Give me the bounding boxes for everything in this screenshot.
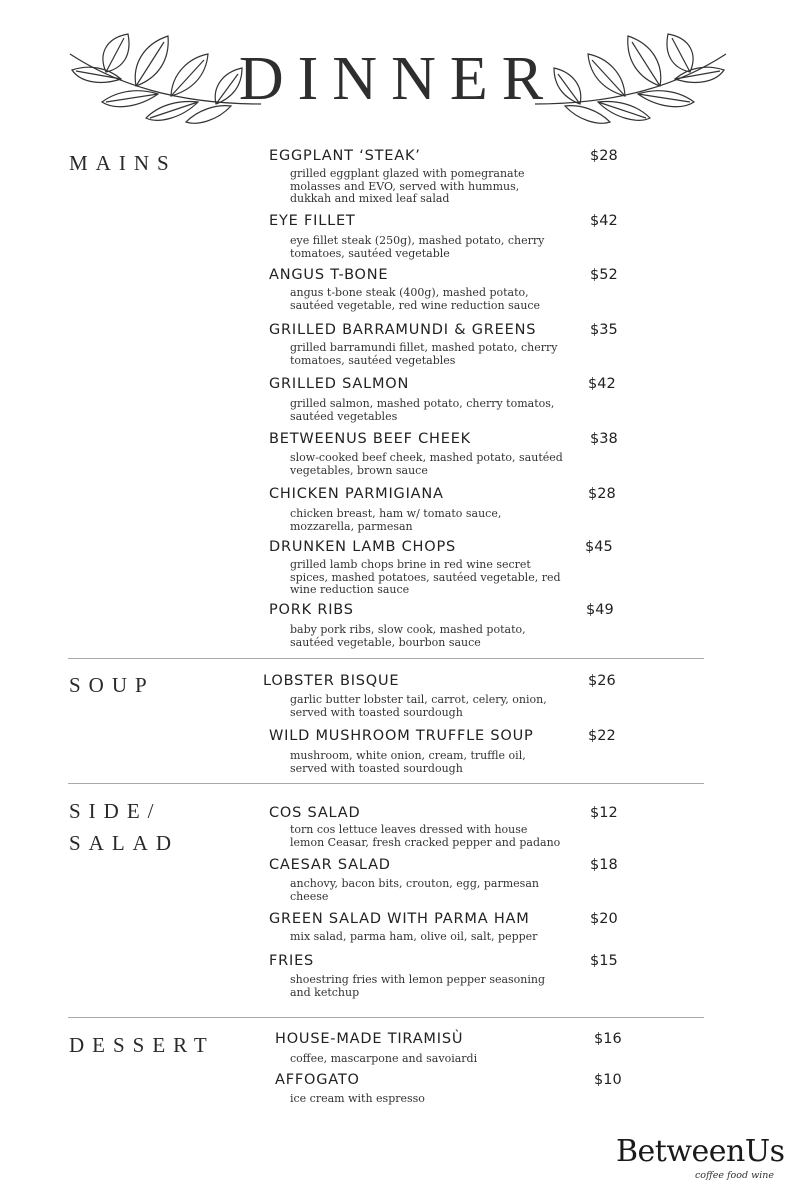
- item-description: slow-cooked beef cheek, mashed potato, sautéed vegetables, brown sauce: [290, 451, 563, 477]
- item-name: COS SALAD: [269, 805, 361, 821]
- item-price: $52: [590, 267, 618, 283]
- item-price: $12: [590, 805, 618, 821]
- item-price: $22: [588, 728, 616, 744]
- section-label-salad: SALAD: [69, 831, 180, 855]
- item-description: eye fillet steak (250g), mashed potato, cherry tomatoes, sautéed vegetable: [290, 234, 545, 260]
- item-description: mushroom, white onion, cream, truffle oil, served with toasted sourdough: [290, 749, 526, 775]
- item-price: $45: [585, 539, 613, 555]
- section-divider: [68, 658, 704, 659]
- item-price: $20: [590, 911, 618, 927]
- section-divider: [68, 1017, 704, 1018]
- section-label-dessert: DESSERT: [69, 1033, 215, 1057]
- item-price: $28: [590, 148, 618, 164]
- section-label-mains: MAINS: [69, 151, 177, 175]
- item-name: GRILLED SALMON: [269, 376, 410, 392]
- item-description: grilled salmon, mashed potato, cherry tomatos, sautéed vegetables: [290, 397, 555, 423]
- item-name: DRUNKEN LAMB CHOPS: [269, 539, 457, 555]
- item-description: baby pork ribs, slow cook, mashed potato, sautéed vegetable, bourbon sauce: [290, 623, 526, 649]
- item-name: CHICKEN PARMIGIANA: [269, 486, 444, 502]
- item-name: PORK RIBS: [269, 602, 354, 618]
- item-price: $35: [590, 322, 618, 338]
- item-price: $42: [590, 213, 618, 229]
- item-name: EGGPLANT ‘STEAK’: [269, 148, 421, 164]
- item-name: HOUSE-MADE TIRAMISÙ: [275, 1031, 464, 1047]
- item-description: garlic butter lobster tail, carrot, celery, onion, served with toasted sourdough: [290, 693, 547, 719]
- item-price: $16: [594, 1031, 622, 1047]
- item-price: $28: [588, 486, 616, 502]
- item-name: LOBSTER BISQUE: [263, 673, 400, 689]
- item-name: ANGUS T-BONE: [269, 267, 389, 283]
- brand-name: BetweenUs: [616, 1134, 785, 1169]
- item-name: AFFOGATO: [275, 1072, 360, 1088]
- item-price: $10: [594, 1072, 622, 1088]
- section-label-soup: SOUP: [69, 673, 155, 697]
- item-name: GRILLED BARRAMUNDI & GREENS: [269, 322, 537, 338]
- item-price: $49: [586, 602, 614, 618]
- item-price: $15: [590, 953, 618, 969]
- menu-title: DINNER: [238, 45, 558, 113]
- item-description: grilled barramundi fillet, mashed potato, cherry tomatoes, sautéed vegetables: [290, 341, 558, 367]
- item-name: EYE FILLET: [269, 213, 356, 229]
- item-description: mix salad, parma ham, olive oil, salt, pepper: [290, 930, 538, 943]
- item-price: $18: [590, 857, 618, 873]
- item-name: BETWEENUS BEEF CHEEK: [269, 431, 471, 447]
- item-description: shoestring fries with lemon pepper seasoning and ketchup: [290, 973, 546, 999]
- item-price: $26: [588, 673, 616, 689]
- item-name: CAESAR SALAD: [269, 857, 391, 873]
- section-label-side: SIDE/: [69, 799, 162, 823]
- item-description: angus t-bone steak (400g), mashed potato, sautéed vegetable, red wine reduction sauce: [290, 286, 541, 312]
- item-name: FRIES: [269, 953, 315, 969]
- item-description: anchovy, bacon bits, crouton, egg, parmesan cheese: [290, 877, 539, 903]
- brand-tagline: coffee food wine: [694, 1170, 774, 1181]
- item-description: ice cream with espresso: [290, 1092, 425, 1105]
- item-description: grilled lamb chops brine in red wine secret spices, mashed potatoes, sautéed vegetable, red wine reduction sauce: [290, 558, 561, 596]
- item-description: chicken breast, ham w/ tomato sauce, mozzarella, parmesan: [290, 507, 502, 533]
- brand-logo: [616, 1134, 785, 1182]
- section-divider: [68, 783, 704, 784]
- item-description: coffee, mascarpone and savoiardi: [290, 1052, 478, 1065]
- item-price: $42: [588, 376, 616, 392]
- item-description: torn cos lettuce leaves dressed with house lemon Ceasar, fresh cracked pepper and padano: [290, 823, 561, 849]
- item-description: grilled eggplant glazed with pomegranate molasses and EVO, served with hummus, dukkah and mixed leaf salad: [290, 167, 525, 205]
- item-name: GREEN SALAD WITH PARMA HAM: [269, 911, 530, 927]
- item-name: WILD MUSHROOM TRUFFLE SOUP: [269, 728, 534, 744]
- item-price: $38: [590, 431, 618, 447]
